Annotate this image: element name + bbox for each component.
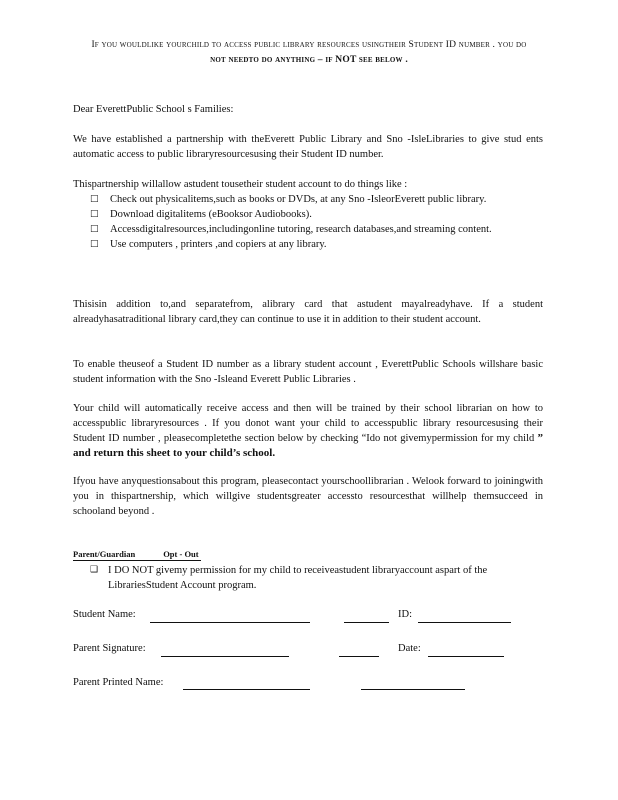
opt-out-section-title: Parent/Guardian Opt - Out: [73, 549, 201, 561]
paragraph-account-uses-intro: Thispartnership willallow astudent tousetheir student account to do things like :: [73, 179, 408, 190]
square-bullet-icon: □: [90, 194, 99, 204]
square-bullet-icon: □: [90, 224, 99, 234]
date-label: Date:: [398, 643, 421, 654]
list-item: □ Use computers , printers ,and copiers at any library.: [90, 239, 327, 250]
checkbox-icon[interactable]: ❑: [90, 565, 99, 575]
parent-signature-line-extra[interactable]: [339, 656, 379, 657]
id-label: ID:: [398, 609, 412, 620]
parent-signature-label: Parent Signature:: [73, 643, 146, 654]
header-notice: [60, 38, 558, 68]
student-name-line-extra[interactable]: [344, 622, 389, 623]
student-name-line[interactable]: [150, 622, 310, 623]
parent-printed-name-line[interactable]: [183, 689, 310, 690]
paragraph-opt-out-instructions: Your child will automatically receive access and then will be trained by their school librarian on how to accesspublic libraryresources . If you donot want your child to accesspublic library resourcesusing their Student ID number , pleasecompletethe section below by checking “Ido not givemypermission for my child ” and return this sheet to your child’s school.: [73, 403, 543, 459]
date-line[interactable]: [428, 656, 504, 657]
list-item: □ Download digitalitems (eBooksor Audiobooks).: [90, 209, 312, 220]
account-uses-list: [90, 192, 520, 252]
parent-printed-name-line-extra[interactable]: [361, 689, 465, 690]
paragraph-questions: Ifyou have anyquestionsabout this program, pleasecontact yourschoollibrarian . Welook forward to joiningwith you in thispartnership, which willgive studentsgreater accessto resourcesthat willhelp themsucceed in schooland beyond .: [73, 476, 543, 517]
list-item: □ Check out physicalitems,such as books or DVDs, at any Sno -IsleorEverett public library.: [90, 194, 487, 205]
paragraph-data-sharing: To enable theuseof a Student ID number as a library student account , EverettPublic Schools willshare basic student information with the Sno -Isleand Everett Public Libraries .: [73, 359, 543, 385]
paragraph-library-card: Thisisin addition to,and separatefrom, alibrary card that astudent mayalreadyhave. If a student alreadyhasatraditional library card,they can continue to use it in addition to their student account.: [73, 299, 543, 325]
opt-out-checkbox-label: I DO NOT givemy permission for my child to receiveastudent libraryaccount aspart of the LibrariesStudent Account program.: [108, 565, 488, 591]
list-item: □ Accessdigitalresources,includingonline tutoring, research databases,and streaming content.: [90, 224, 492, 235]
header-line-1: If you wouldlike yourchild to access public library resources usingtheir Student ID number . you do: [91, 40, 527, 50]
paragraph-partnership: We have established a partnership with theEverett Public Library and Sno -IsleLibraries to give stud ents automatic access to public libraryresourcesusing their Student ID number.: [73, 134, 543, 160]
salutation: Dear EverettPublic School s Families:: [73, 104, 234, 115]
student-name-label: Student Name:: [73, 609, 136, 620]
id-line[interactable]: [418, 622, 511, 623]
square-bullet-icon: □: [90, 239, 99, 249]
parent-signature-line[interactable]: [161, 656, 289, 657]
square-bullet-icon: □: [90, 209, 99, 219]
opt-out-checkbox-row: [90, 563, 530, 593]
parent-printed-name-label: Parent Printed Name:: [73, 677, 164, 688]
header-line-2: not needto do anything – if NOT see below .: [210, 55, 408, 65]
